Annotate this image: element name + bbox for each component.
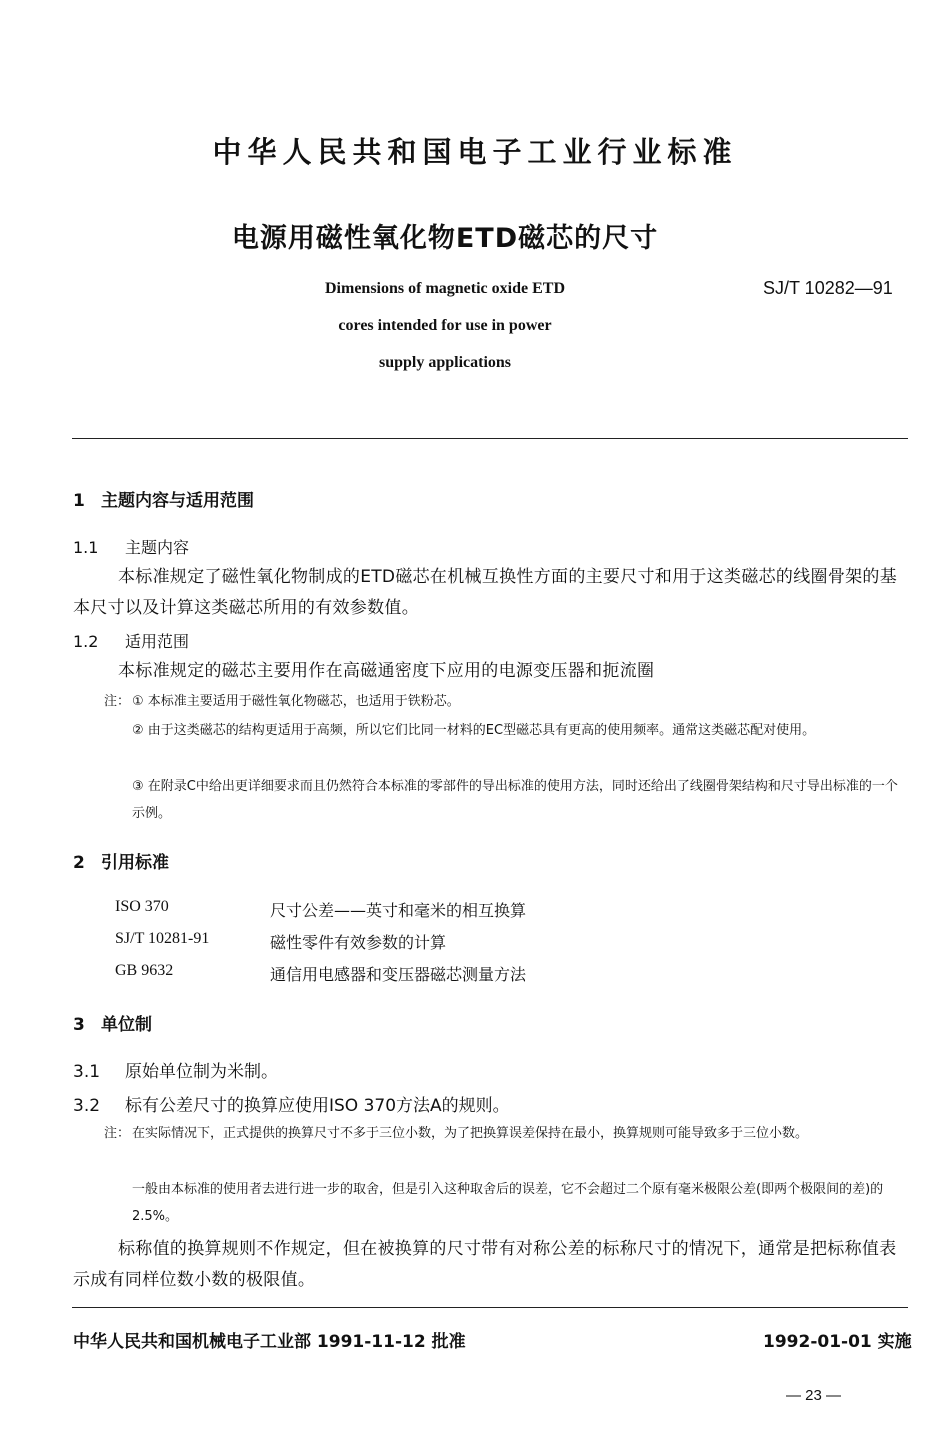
section-title: 主题内容与适用范围 [101, 491, 254, 511]
document-title-en-line3: supply applications [378, 354, 512, 371]
standard-code: SJ/T 10282—91 [763, 278, 893, 298]
section-title: 单位制 [101, 1015, 152, 1035]
section-3-2 [73, 1091, 510, 1116]
reference-code: SJ/T 10281-91 [115, 930, 210, 947]
unit-note-2: 一般由本标准的使用者去进行进一步的取舍，但是引入这种取舍后的误差，它不会超过二个原有毫米极限公差(即两个极限间的差)的2.5%。 [132, 1182, 884, 1224]
subsection-text: 原始单位制为米制。 [125, 1062, 278, 1082]
section-2-heading [73, 848, 169, 873]
header-divider [72, 438, 908, 439]
document-title-en-line1: Dimensions of magnetic oxide ETD [325, 280, 565, 297]
section-number: 2 [73, 853, 85, 873]
subsection-title: 主题内容 [125, 538, 190, 557]
note-label: 注： [104, 1126, 131, 1141]
section-1-2-heading [73, 629, 189, 652]
section-3-1 [73, 1057, 278, 1082]
section-1-1-text: 本标准规定了磁性氧化物制成的ETD磁芯在机械互换性方面的主要尺寸和用于这类磁芯的线圈骨架的基本尺寸以及计算这类磁芯所用的有效参数值。 [73, 567, 898, 618]
section-number: 3 [73, 1015, 85, 1035]
subsection-number: 1.2 [73, 632, 99, 651]
reference-title: 磁性零件有效参数的计算 [270, 933, 447, 952]
note-label: 注： [104, 694, 131, 709]
subsection-text: 标有公差尺寸的换算应使用ISO 370方法A的规则。 [125, 1096, 510, 1116]
document-title-en-line2: cores intended for use in power [338, 317, 552, 334]
section-1-2-text: 本标准规定的磁芯主要用作在高磁通密度下应用的电源变压器和扼流圈 [118, 661, 655, 681]
subsection-title: 适用范围 [125, 632, 190, 651]
section-1-1-heading [73, 535, 189, 558]
standard-title: 中华人民共和国电子工业行业标准 [212, 135, 738, 169]
note-2: ② 由于这类磁芯的结构更适用于高频，所以它们比同一材料的EC型磁芯具有更高的使用频率。通常这类磁芯配对使用。 [132, 723, 816, 738]
reference-code: ISO 370 [115, 898, 169, 915]
reference-code: GB 9632 [115, 962, 174, 979]
subsection-number: 1.1 [73, 538, 99, 557]
nominal-value-paragraph: 标称值的换算规则不作规定，但在被换算的尺寸带有对称公差的标称尺寸的情况下，通常是把标称值表示成有同样位数小数的极限值。 [73, 1239, 897, 1290]
subsection-number: 3.2 [73, 1096, 101, 1116]
footer-divider [72, 1307, 908, 1308]
approval-statement: 中华人民共和国机械电子工业部 1991-11-12 批准 [73, 1332, 466, 1352]
section-title: 引用标准 [101, 853, 169, 873]
note-1: ① 本标准主要适用于磁性氧化物磁芯，也适用于铁粉芯。 [132, 694, 460, 709]
section-number: 1 [73, 491, 85, 511]
subsection-number: 3.1 [73, 1062, 101, 1082]
section-3-heading [73, 1010, 152, 1035]
note-3: ③ 在附录C中给出更详细要求而且仍然符合本标准的零部件的导出标准的使用方法，同时还给出了线圈骨架结构和尺寸导出标准的一个示例。 [132, 779, 898, 821]
document-title-cn: 电源用磁性氧化物ETD磁芯的尺寸 [231, 223, 659, 254]
page-number: — 23 — [786, 1387, 842, 1404]
reference-title: 通信用电感器和变压器磁芯测量方法 [270, 965, 527, 984]
reference-title: 尺寸公差——英寸和毫米的相互换算 [270, 901, 527, 920]
unit-note-1: 在实际情况下，正式提供的换算尺寸不多于三位小数，为了把换算误差保持在最小，换算规则可能导致多于三位小数。 [132, 1126, 809, 1141]
section-1-heading [73, 486, 254, 511]
effective-date: 1992-01-01 实施 [763, 1332, 912, 1352]
